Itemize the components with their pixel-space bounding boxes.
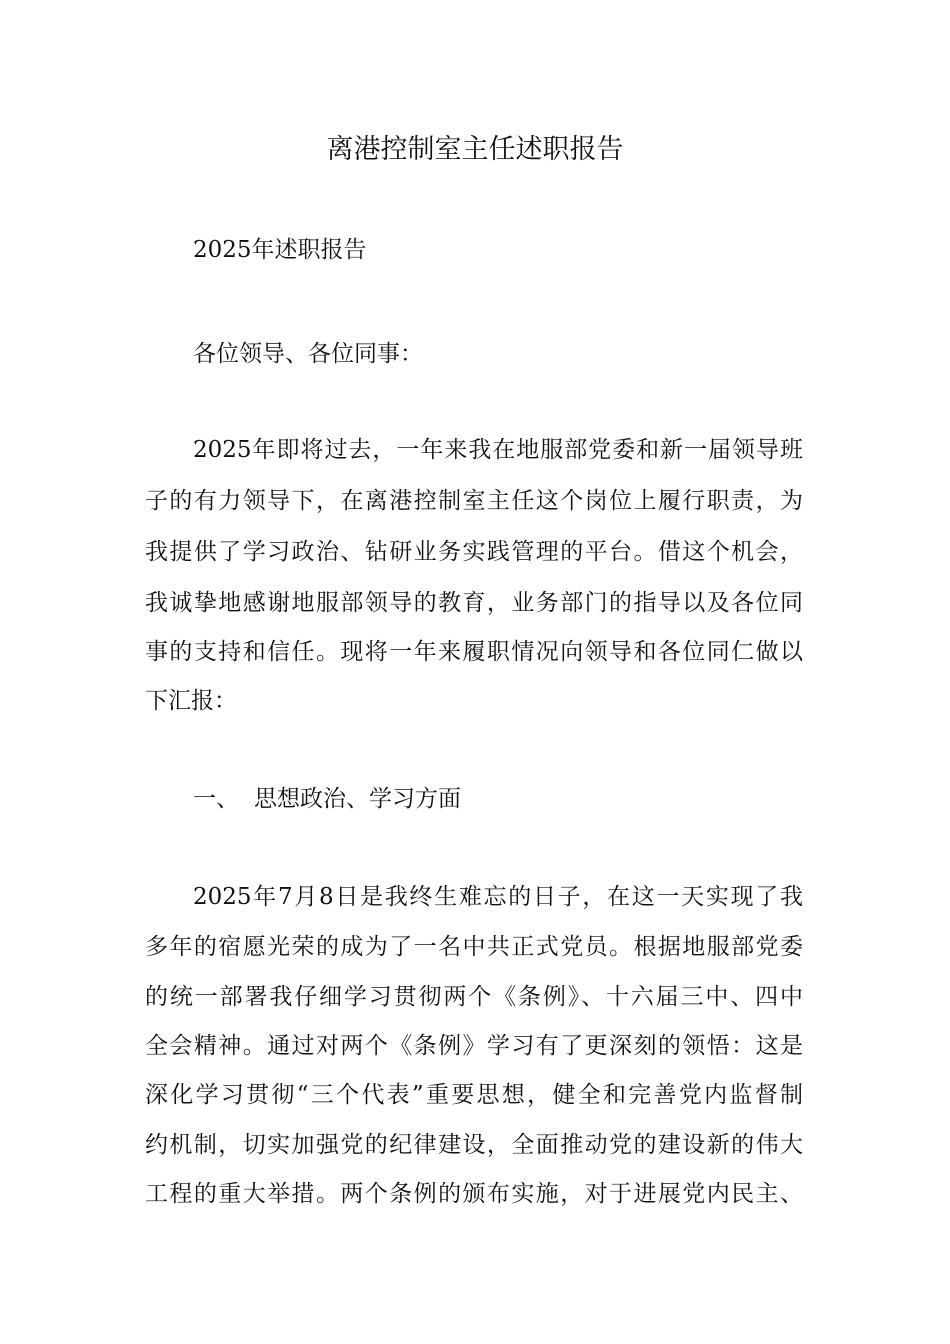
paragraph-line: 多年的宿愿光荣的成为了一名中共正式党员。根据地服部党委 bbox=[145, 934, 803, 960]
paragraph-line: 2025年7月8日是我终生难忘的日子，在这一天实现了我 bbox=[193, 884, 803, 910]
paragraph-line: 约机制，切实加强党的纪律建设，全面推动党的建设新的伟大 bbox=[145, 1132, 803, 1158]
section-heading-text: 思想政治、学习方面 bbox=[254, 786, 461, 812]
paragraph-line: 子的有力领导下，在离港控制室主任这个岗位上履行职责，为 bbox=[145, 488, 803, 514]
paragraph-line: 2025年即将过去，一年来我在地服部党委和新一届领导班 bbox=[193, 437, 803, 463]
report-subtitle: 2025年述职报告 bbox=[193, 237, 367, 263]
paragraph-line: 深化学习贯彻“三个代表”重要思想，健全和完善党内监督制 bbox=[145, 1082, 803, 1108]
paragraph-line: 全会精神。通过对两个《条例》学习有了更深刻的领悟：这是 bbox=[145, 1033, 803, 1059]
salutation: 各位领导、各位同事： bbox=[193, 341, 423, 367]
paragraph-line: 下汇报： bbox=[145, 688, 237, 714]
paragraph-line: 我提供了学习政治、钻研业务实践管理的平台。借这个机会， bbox=[145, 539, 803, 565]
paragraph-line: 的统一部署我仔细学习贯彻两个《条例》、十六届三中、四中 bbox=[145, 984, 803, 1010]
document-title: 离港控制室主任述职报告 bbox=[326, 134, 624, 165]
section-number: 一、 bbox=[193, 786, 239, 812]
paragraph-line: 我诚挚地感谢地服部领导的教育，业务部门的指导以及各位同 bbox=[145, 590, 803, 616]
paragraph-line: 事的支持和信任。现将一年来履职情况向领导和各位同仁做以 bbox=[145, 639, 803, 665]
paragraph-line: 工程的重大举措。两个条例的颁布实施，对于进展党内民主、 bbox=[145, 1181, 803, 1207]
